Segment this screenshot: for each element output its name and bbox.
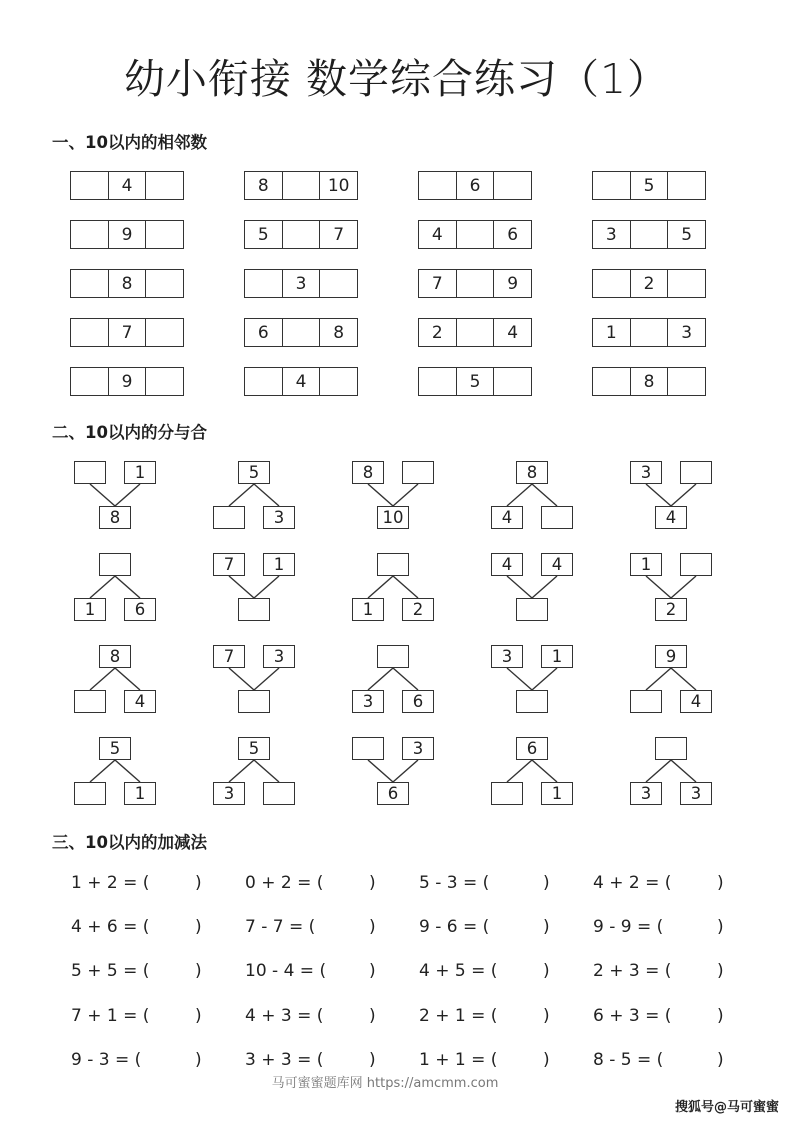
blank-cell[interactable] [283, 319, 321, 346]
answer-paren-close: ) [369, 961, 376, 981]
number-cell: 2 [631, 270, 669, 297]
equation [593, 1006, 724, 1026]
blank-box[interactable] [238, 690, 270, 713]
equation [245, 917, 376, 937]
equation [593, 917, 724, 937]
neighbor-box [592, 367, 706, 396]
neighbor-box [418, 367, 532, 396]
number-box: 6 [516, 737, 548, 760]
split-diagram [74, 645, 156, 713]
number-cell: 6 [457, 172, 495, 199]
answer-paren-close: ) [195, 961, 202, 981]
number-box: 3 [352, 690, 384, 713]
connector-line [90, 760, 115, 782]
number-box: 5 [238, 461, 270, 484]
corner-mark: 搜狐号@马可蜜蜜 [674, 1100, 779, 1115]
blank-box[interactable] [352, 737, 384, 760]
blank-cell[interactable] [668, 172, 705, 199]
split-diagram [491, 461, 573, 529]
connector-line [90, 484, 115, 506]
blank-cell[interactable] [146, 319, 183, 346]
blank-cell[interactable] [593, 368, 631, 395]
number-cell: 8 [631, 368, 669, 395]
equation-text: 4 + 6 = ( [71, 917, 150, 937]
equation-text: 8 - 5 = ( [593, 1050, 664, 1070]
equation [419, 873, 550, 893]
section-heading-split-combine: 二、10以内的分与合 [52, 423, 207, 442]
blank-cell[interactable] [146, 368, 183, 395]
combine-diagram [630, 553, 712, 621]
number-box: 1 [74, 598, 106, 621]
connector-line [229, 668, 254, 690]
blank-cell[interactable] [245, 270, 283, 297]
number-box: 1 [352, 598, 384, 621]
blank-cell[interactable] [593, 172, 631, 199]
connector-line [393, 668, 418, 690]
number-box: 4 [491, 553, 523, 576]
number-box: 1 [124, 461, 156, 484]
equation-text: 6 + 3 = ( [593, 1006, 672, 1026]
equation-text: 1 + 1 = ( [419, 1050, 498, 1070]
equation [245, 1050, 376, 1070]
blank-cell[interactable] [146, 221, 183, 248]
number-box: 8 [99, 645, 131, 668]
equation-text: 9 - 9 = ( [593, 917, 664, 937]
split-diagram [74, 553, 156, 621]
blank-cell[interactable] [283, 221, 321, 248]
neighbor-box [592, 269, 706, 298]
number-cell: 9 [109, 221, 147, 248]
neighbor-box [244, 269, 358, 298]
equation-text: 9 - 6 = ( [419, 917, 490, 937]
number-cell: 8 [245, 172, 283, 199]
number-cell: 3 [283, 270, 321, 297]
equation-text: 4 + 3 = ( [245, 1006, 324, 1026]
section-heading-arithmetic: 三、10以内的加减法 [52, 833, 207, 852]
number-box: 1 [124, 782, 156, 805]
neighbor-box [418, 171, 532, 200]
number-box: 5 [238, 737, 270, 760]
equation-text: 9 - 3 = ( [71, 1050, 142, 1070]
connector-line [368, 484, 393, 506]
connector-line [254, 576, 279, 598]
number-box: 4 [541, 553, 573, 576]
answer-paren-close: ) [369, 873, 376, 893]
neighbor-box [70, 367, 184, 396]
neighbor-box [418, 318, 532, 347]
number-cell: 9 [109, 368, 147, 395]
connector-line [393, 576, 418, 598]
connector-line [532, 576, 557, 598]
connector-line [671, 484, 696, 506]
neighbor-box [418, 269, 532, 298]
equation-text: 7 + 1 = ( [71, 1006, 150, 1026]
blank-box[interactable] [541, 506, 573, 529]
combine-diagram [630, 461, 712, 529]
blank-box[interactable] [74, 782, 106, 805]
equation [71, 961, 202, 981]
number-cell: 5 [681, 224, 693, 245]
connector-line [532, 668, 557, 690]
connector-line [393, 760, 418, 782]
neighbor-box [418, 220, 532, 249]
equation [71, 873, 202, 893]
number-box: 4 [680, 690, 712, 713]
answer-paren-close: ) [717, 1006, 724, 1026]
blank-cell[interactable] [245, 368, 283, 395]
number-box: 3 [402, 737, 434, 760]
answer-paren-close: ) [717, 961, 724, 981]
answer-paren-close: ) [543, 961, 550, 981]
blank-box[interactable] [74, 461, 106, 484]
number-cell: 4 [283, 368, 321, 395]
number-box: 4 [655, 506, 687, 529]
connector-line [115, 760, 140, 782]
connector-line [646, 576, 671, 598]
answer-paren-close: ) [195, 873, 202, 893]
equation [419, 1006, 550, 1026]
neighbor-box [70, 220, 184, 249]
blank-box[interactable] [655, 737, 687, 760]
number-box: 7 [213, 645, 245, 668]
split-diagram [491, 737, 573, 805]
answer-paren-close: ) [195, 1006, 202, 1026]
answer-paren-close: ) [195, 1050, 202, 1070]
combine-diagram [213, 553, 295, 621]
blank-cell[interactable] [457, 319, 495, 346]
connector-line [507, 668, 532, 690]
number-box: 6 [377, 782, 409, 805]
blank-box[interactable] [516, 598, 548, 621]
blank-box[interactable] [377, 645, 409, 668]
blank-cell[interactable] [320, 270, 357, 297]
number-box: 5 [99, 737, 131, 760]
connector-line [507, 484, 532, 506]
number-cell: 3 [593, 221, 631, 248]
answer-paren-close: ) [369, 1050, 376, 1070]
blank-box[interactable] [263, 782, 295, 805]
connector-line [115, 668, 140, 690]
combine-diagram [491, 645, 573, 713]
number-box: 1 [263, 553, 295, 576]
connector-line [646, 760, 671, 782]
number-box: 1 [630, 553, 662, 576]
neighbor-box [592, 171, 706, 200]
connector-line [532, 760, 557, 782]
neighbor-box [592, 318, 706, 347]
neighbor-box [70, 171, 184, 200]
number-box: 6 [402, 690, 434, 713]
number-cell: 9 [507, 273, 519, 294]
answer-paren-close: ) [543, 917, 550, 937]
blank-cell[interactable] [494, 172, 531, 199]
equation-text: 5 + 5 = ( [71, 961, 150, 981]
blank-box[interactable] [630, 690, 662, 713]
equation-text: 10 - 4 = ( [245, 961, 327, 981]
split-diagram [352, 645, 434, 713]
number-cell: 5 [631, 172, 669, 199]
neighbor-box [244, 367, 358, 396]
blank-cell[interactable] [668, 270, 705, 297]
equation [245, 961, 376, 981]
number-cell: 2 [419, 319, 457, 346]
number-cell: 6 [245, 319, 283, 346]
number-box: 7 [213, 553, 245, 576]
section-heading-neighbors: 一、10以内的相邻数 [52, 133, 207, 152]
connector-line [671, 760, 696, 782]
equation-text: 4 + 5 = ( [419, 961, 498, 981]
equation [419, 1050, 550, 1070]
neighbor-box [244, 171, 358, 200]
answer-paren-close: ) [543, 873, 550, 893]
equation-text: 2 + 1 = ( [419, 1006, 498, 1026]
neighbor-box [70, 318, 184, 347]
equation [419, 961, 550, 981]
combine-diagram [352, 737, 434, 805]
number-box: 4 [124, 690, 156, 713]
blank-cell[interactable] [146, 172, 183, 199]
number-box: 3 [680, 782, 712, 805]
equation-text: 5 - 3 = ( [419, 873, 490, 893]
connector-line [254, 668, 279, 690]
equation [593, 1050, 724, 1070]
equation [245, 873, 376, 893]
connector-line [229, 760, 254, 782]
number-box: 9 [655, 645, 687, 668]
equation-text: 3 + 3 = ( [245, 1050, 324, 1070]
combine-diagram [352, 461, 434, 529]
connector-line [671, 668, 696, 690]
blank-box[interactable] [516, 690, 548, 713]
number-cell: 1 [593, 319, 631, 346]
connector-line [368, 760, 393, 782]
number-box: 3 [491, 645, 523, 668]
combine-diagram [491, 553, 573, 621]
split-diagram [213, 737, 295, 805]
connector-line [90, 668, 115, 690]
page-title: 幼小衔接 数学综合练习（1） [123, 55, 670, 103]
split-diagram [630, 737, 712, 805]
neighbor-box [592, 220, 706, 249]
blank-cell[interactable] [419, 368, 457, 395]
blank-cell[interactable] [631, 221, 669, 248]
watermark: 马可蜜蜜题库网 https://amcmm.com [271, 1076, 499, 1091]
answer-paren-close: ) [717, 917, 724, 937]
blank-cell[interactable] [320, 368, 357, 395]
number-box: 1 [541, 782, 573, 805]
connector-line [393, 484, 418, 506]
neighbor-box [244, 220, 358, 249]
connector-line [90, 576, 115, 598]
number-cell: 10 [327, 175, 350, 196]
blank-cell[interactable] [71, 221, 109, 248]
number-box: 8 [352, 461, 384, 484]
number-box: 8 [516, 461, 548, 484]
number-box: 3 [213, 782, 245, 805]
number-cell: 7 [109, 319, 147, 346]
blank-cell[interactable] [494, 368, 531, 395]
blank-box[interactable] [213, 506, 245, 529]
blank-cell[interactable] [457, 221, 495, 248]
equation-text: 1 + 2 = ( [71, 873, 150, 893]
number-cell: 7 [333, 224, 345, 245]
blank-cell[interactable] [593, 270, 631, 297]
answer-paren-close: ) [369, 917, 376, 937]
blank-cell[interactable] [71, 172, 109, 199]
answer-paren-close: ) [717, 873, 724, 893]
blank-box[interactable] [74, 690, 106, 713]
number-cell: 8 [109, 270, 147, 297]
number-cell: 4 [419, 221, 457, 248]
answer-paren-close: ) [717, 1050, 724, 1070]
split-diagram [630, 645, 712, 713]
blank-cell[interactable] [71, 270, 109, 297]
equation [71, 917, 202, 937]
blank-cell[interactable] [457, 270, 495, 297]
equation-text: 7 - 7 = ( [245, 917, 316, 937]
equation [71, 1006, 202, 1026]
equation-text: 2 + 3 = ( [593, 961, 672, 981]
blank-cell[interactable] [71, 319, 109, 346]
connector-line [646, 668, 671, 690]
number-box: 3 [630, 782, 662, 805]
number-cell: 7 [419, 270, 457, 297]
blank-box[interactable] [680, 461, 712, 484]
number-cell: 4 [507, 322, 519, 343]
connector-line [532, 484, 557, 506]
connector-line [115, 484, 140, 506]
blank-box[interactable] [238, 598, 270, 621]
answer-paren-close: ) [195, 917, 202, 937]
equation [419, 917, 550, 937]
connector-line [254, 760, 279, 782]
number-box: 3 [630, 461, 662, 484]
blank-box[interactable] [377, 553, 409, 576]
number-box: 1 [541, 645, 573, 668]
blank-cell[interactable] [283, 172, 321, 199]
connector-line [115, 576, 140, 598]
equation [593, 873, 724, 893]
blank-cell[interactable] [146, 270, 183, 297]
number-box: 10 [377, 506, 409, 529]
blank-box[interactable] [680, 553, 712, 576]
equation [71, 1050, 202, 1070]
number-box: 2 [655, 598, 687, 621]
number-cell: 5 [457, 368, 495, 395]
connector-line [507, 760, 532, 782]
equation-text: 4 + 2 = ( [593, 873, 672, 893]
equation [245, 1006, 376, 1026]
answer-paren-close: ) [543, 1050, 550, 1070]
split-diagram [213, 461, 295, 529]
number-cell: 8 [333, 322, 345, 343]
blank-cell[interactable] [71, 368, 109, 395]
blank-cell[interactable] [668, 368, 705, 395]
split-diagram [74, 737, 156, 805]
split-diagram [352, 553, 434, 621]
number-box: 3 [263, 506, 295, 529]
equation [593, 961, 724, 981]
answer-paren-close: ) [543, 1006, 550, 1026]
blank-cell[interactable] [631, 319, 669, 346]
neighbor-box [70, 269, 184, 298]
answer-paren-close: ) [369, 1006, 376, 1026]
connector-line [507, 576, 532, 598]
blank-box[interactable] [402, 461, 434, 484]
number-box: 8 [99, 506, 131, 529]
number-cell: 5 [245, 221, 283, 248]
equation-text: 0 + 2 = ( [245, 873, 324, 893]
number-cell: 4 [109, 172, 147, 199]
blank-cell[interactable] [419, 172, 457, 199]
connector-line [254, 484, 279, 506]
blank-box[interactable] [491, 782, 523, 805]
connector-line [646, 484, 671, 506]
connector-line [671, 576, 696, 598]
number-box: 3 [263, 645, 295, 668]
number-cell: 3 [681, 322, 693, 343]
number-box: 2 [402, 598, 434, 621]
number-cell: 6 [507, 224, 519, 245]
neighbor-box [244, 318, 358, 347]
connector-line [229, 576, 254, 598]
connector-line [229, 484, 254, 506]
connector-line [368, 576, 393, 598]
number-box: 4 [491, 506, 523, 529]
number-box: 6 [124, 598, 156, 621]
combine-diagram [213, 645, 295, 713]
connector-line [368, 668, 393, 690]
combine-diagram [74, 461, 156, 529]
blank-box[interactable] [99, 553, 131, 576]
